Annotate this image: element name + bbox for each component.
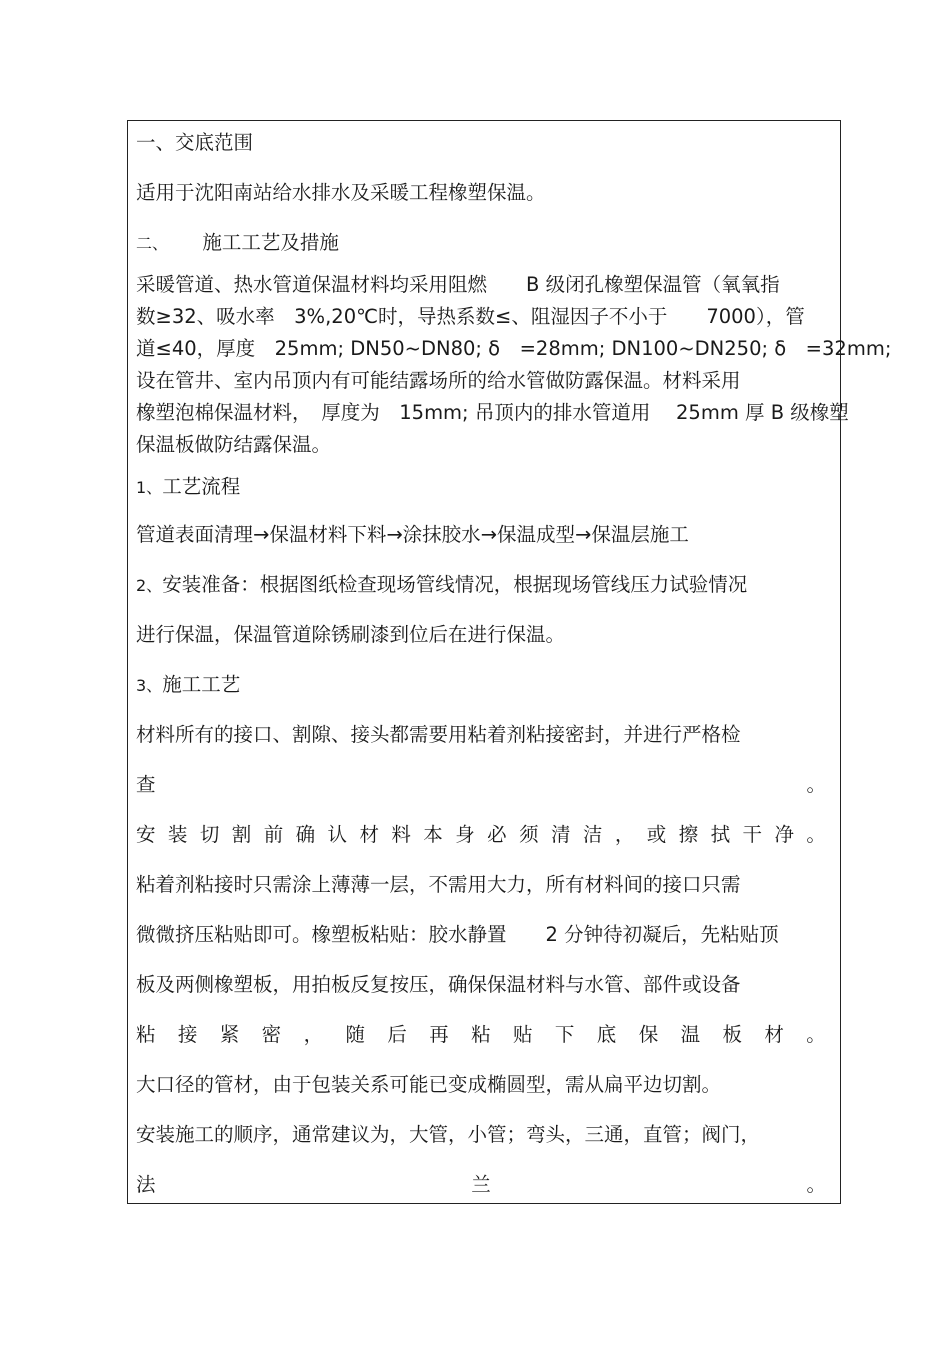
section-1-heading: 一、交底范围 (136, 131, 254, 154)
section-2-title: 施工工艺及措施 (202, 231, 339, 254)
item-3-line-3-char: 材 (359, 823, 379, 846)
item-3-line-3-char: 料 (391, 823, 411, 846)
item-3-line-7-char: ， (303, 1023, 324, 1046)
item-3-line-2 (136, 772, 826, 798)
item-3-line-7-char: 。 (806, 1023, 826, 1046)
item-3-line-5: 微微挤压粘贴即可。橡塑板粘贴：胶水静置 2 分钟待初凝后，先粘贴顶 (136, 923, 779, 946)
item-3-line-2-start: 查 (136, 773, 156, 796)
item-3-line-7-char: 材 (764, 1023, 784, 1046)
item-3-line-3-char: 洁 (582, 823, 603, 846)
item-3-line-10 (136, 1172, 826, 1198)
item-3-line-3-char: 割 (231, 823, 252, 846)
item-1-heading (136, 474, 240, 501)
item-3-line-3-char: 切 (199, 823, 220, 846)
section-2-para-line-4: 设在管井、室内吊顶内有可能结露场所的给水管做防露保温。材料采用 (136, 369, 741, 392)
item-3-line-7-char: 贴 (513, 1023, 533, 1046)
item-3-line-10-b: 兰 (471, 1173, 491, 1196)
item-3-line-3-char: 确 (295, 823, 316, 846)
item-3-line-7-char: 密 (261, 1023, 282, 1046)
section-2-para-line-3: 道≤40，厚度 25mm; DN50~DN80; δ =28mm; DN100~DN250; δ =32mm; (136, 337, 892, 360)
section-1-text: 适用于沈阳南站给水排水及采暖工程橡塑保温。 (136, 181, 546, 204)
item-3-line-7-char: 接 (177, 1023, 198, 1046)
item-2-line-2: 进行保温，保温管道除锈刷漆到位后在进行保温。 (136, 623, 566, 646)
item-3-line-7-char: 下 (554, 1023, 575, 1046)
item-3-line-3-char: 擦 (678, 823, 699, 846)
item-2-line-1 (136, 572, 747, 599)
item-3-line-7-char: 底 (596, 1023, 617, 1046)
item-3-line-7-char: 温 (680, 1023, 701, 1046)
item-3-number: 3、 (136, 676, 163, 695)
item-3-line-3-char: 身 (455, 823, 475, 846)
item-3-line-3-char: 安 (136, 823, 156, 846)
item-3-line-6: 板及两侧橡塑板，用拍板反复按压，确保保温材料与水管、部件或设备 (136, 973, 741, 996)
item-3-line-3-char: 前 (263, 823, 284, 846)
item-3-line-7-char: 保 (638, 1023, 659, 1046)
item-3-line-10-c: 。 (806, 1173, 826, 1196)
item-3-line-7-char: 随 (345, 1023, 365, 1046)
item-3-line-8: 大口径的管材，由于包装关系可能已变成椭圆型，需从扁平边切割。 (136, 1073, 722, 1096)
item-3-line-3-char: ， (614, 823, 635, 846)
item-3-line-3-char: 净 (774, 823, 794, 846)
item-3-line-7 (136, 1022, 826, 1048)
section-2-number: 二、 (136, 234, 169, 253)
item-3-line-7-char: 后 (387, 1023, 407, 1046)
item-1-number: 1、 (136, 478, 163, 497)
item-3-line-3-char: 或 (646, 823, 667, 846)
item-3-line-3-char: 本 (423, 823, 443, 846)
item-1-text: 管道表面清理→保温材料下料→涂抹胶水→保温成型→保温层施工 (136, 523, 689, 546)
item-3-line-7-char: 再 (429, 1023, 449, 1046)
item-3-line-4: 粘着剂粘接时只需涂上薄薄一层，不需用大力，所有材料间的接口只需 (136, 873, 741, 896)
item-3-line-2-end: 。 (806, 773, 826, 796)
item-3-line-3-char: 认 (327, 823, 348, 846)
item-3-line-3-char: 拭 (710, 823, 731, 846)
item-3-line-7-char: 板 (722, 1023, 742, 1046)
section-2-para-line-1: 采暖管道、热水管道保温材料均采用阻燃 B 级闭孔橡塑保温管（氧氧指 (136, 273, 780, 296)
item-3-line-3-char: 。 (806, 823, 826, 846)
item-3-heading (136, 672, 240, 699)
section-2-para-line-5: 橡塑泡棉保温材料， 厚度为 15mm; 吊顶内的排水管道用 25mm 厚 B 级橡塑 (136, 401, 849, 424)
section-2-para-line-2: 数≥32、吸水率 3%,20℃时，导热系数≤、阻湿因子不小于 7000），管 (136, 305, 805, 328)
item-3-line-10-a: 法 (136, 1173, 156, 1196)
item-3-line-3-char: 清 (550, 823, 571, 846)
item-3-line-9: 安装施工的顺序，通常建议为，大管，小管；弯头，三通，直管；阀门， (136, 1123, 761, 1146)
item-3-line-3-char: 须 (519, 823, 539, 846)
item-1-title: 工艺流程 (162, 475, 241, 498)
item-3-line-3-char: 干 (742, 823, 763, 846)
item-3-line-7-char: 粘 (471, 1023, 491, 1046)
item-3-line-1: 材料所有的接口、割隙、接头都需要用粘着剂粘接密封，并进行严格检 (136, 723, 741, 746)
item-3-line-3-char: 必 (487, 823, 507, 846)
item-2-number: 2、 (136, 576, 163, 595)
item-3-line-3 (136, 822, 826, 848)
item-2-text: 安装准备：根据图纸检查现场管线情况，根据现场管线压力试验情况 (162, 573, 748, 596)
item-3-line-7-char: 粘 (136, 1023, 156, 1046)
section-2-heading (136, 230, 339, 257)
item-3-line-3-char: 装 (167, 823, 188, 846)
item-3-title: 施工工艺 (162, 673, 241, 696)
item-3-line-7-char: 紧 (219, 1023, 240, 1046)
section-2-para-line-6: 保温板做防结露保温。 (136, 433, 332, 456)
